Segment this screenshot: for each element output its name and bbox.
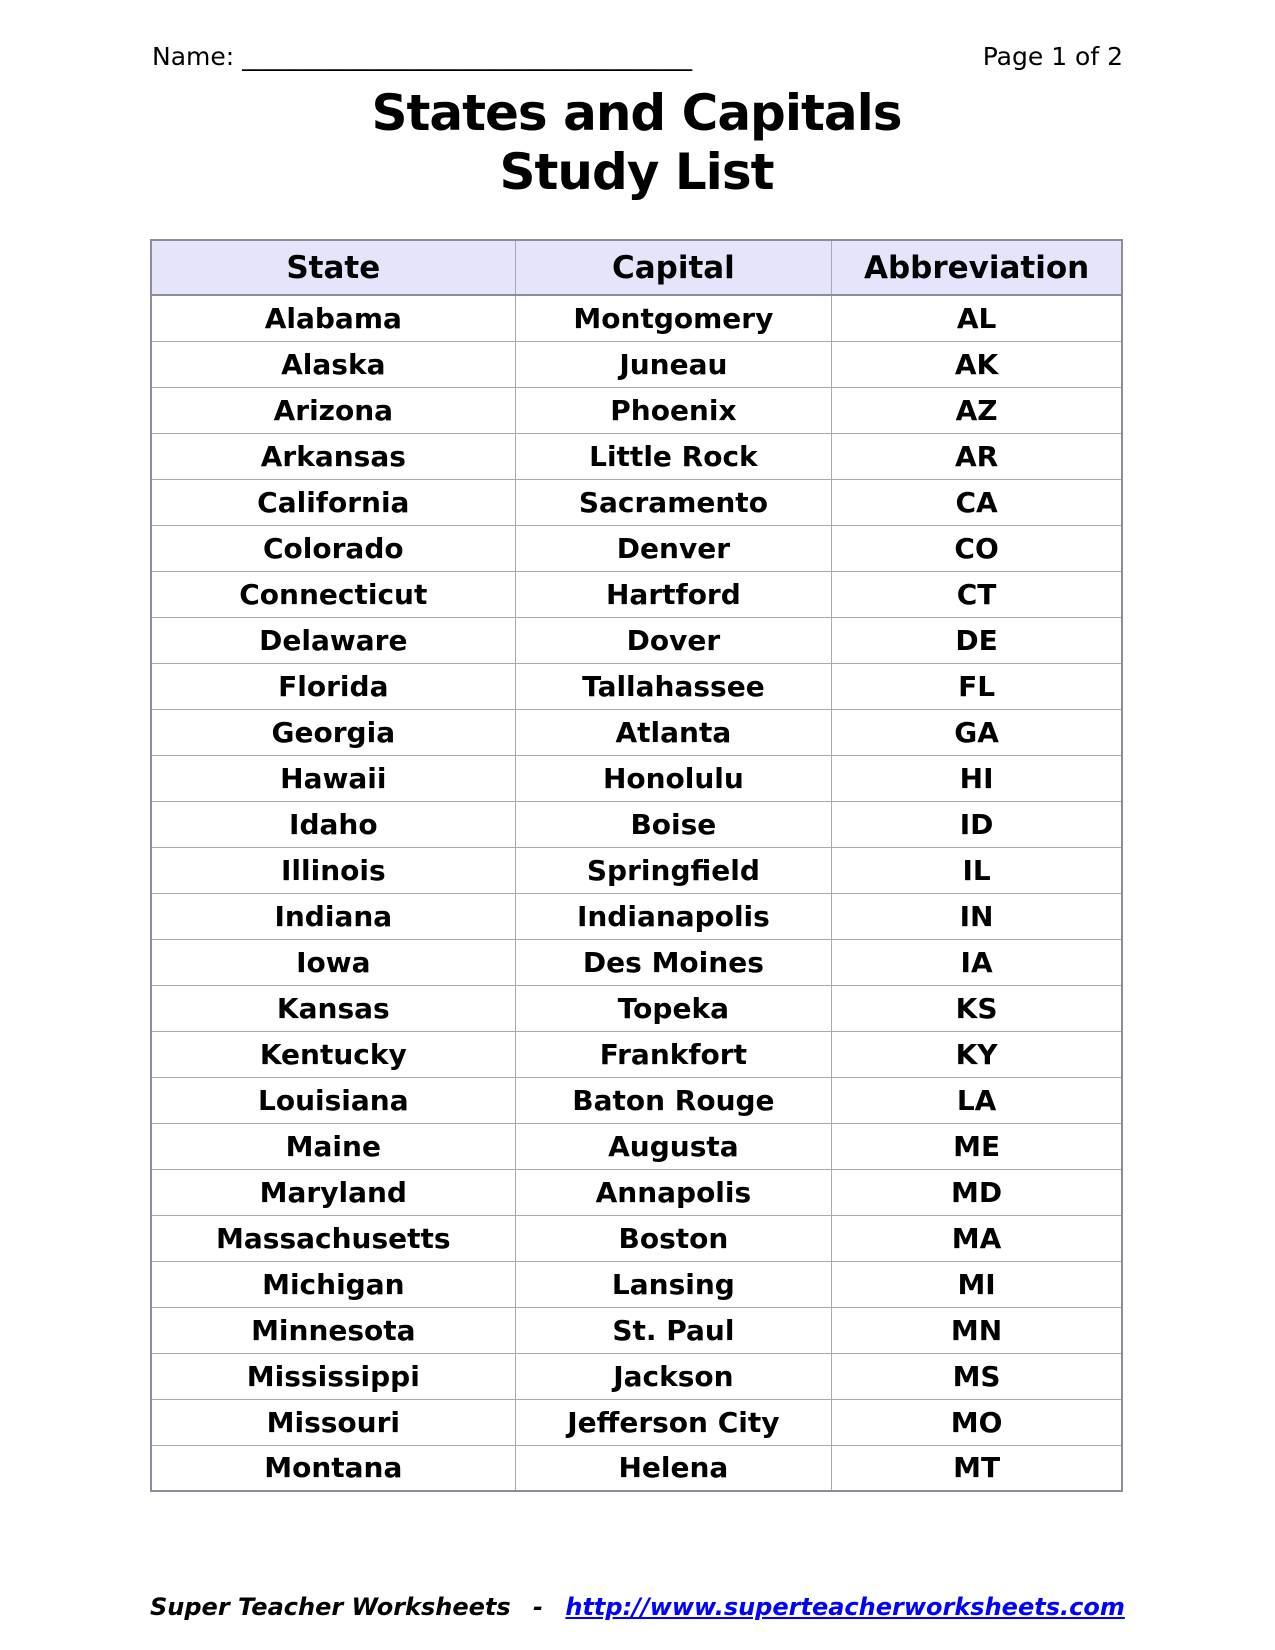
cell-state: Iowa — [151, 939, 515, 985]
cell-capital: Denver — [515, 525, 832, 571]
states-capitals-table — [150, 239, 1123, 1492]
cell-capital: Tallahassee — [515, 663, 832, 709]
cell-abbreviation: CT — [832, 571, 1122, 617]
table-row — [151, 525, 1122, 571]
cell-state: Arizona — [151, 387, 515, 433]
cell-capital: Topeka — [515, 985, 832, 1031]
cell-capital: Phoenix — [515, 387, 832, 433]
cell-state: Hawaii — [151, 755, 515, 801]
page-footer — [150, 1593, 1123, 1621]
cell-abbreviation: ID — [832, 801, 1122, 847]
title-line1: States and Capitals — [371, 84, 902, 142]
table-body — [151, 295, 1122, 1491]
cell-capital: Montgomery — [515, 295, 832, 341]
table-row — [151, 479, 1122, 525]
table-row — [151, 985, 1122, 1031]
table-row — [151, 1307, 1122, 1353]
cell-state: Missouri — [151, 1399, 515, 1445]
table-row — [151, 847, 1122, 893]
cell-capital: Lansing — [515, 1261, 832, 1307]
cell-capital: Jefferson City — [515, 1399, 832, 1445]
table-row — [151, 1215, 1122, 1261]
cell-abbreviation: ME — [832, 1123, 1122, 1169]
cell-state: Idaho — [151, 801, 515, 847]
cell-state: Indiana — [151, 893, 515, 939]
cell-capital: Annapolis — [515, 1169, 832, 1215]
cell-capital: Juneau — [515, 341, 832, 387]
table-row — [151, 1123, 1122, 1169]
column-header-state: State — [151, 240, 515, 295]
cell-capital: Little Rock — [515, 433, 832, 479]
page-header — [152, 42, 1123, 71]
cell-state: Louisiana — [151, 1077, 515, 1123]
cell-capital: Baton Rouge — [515, 1077, 832, 1123]
cell-abbreviation: IL — [832, 847, 1122, 893]
cell-abbreviation: KY — [832, 1031, 1122, 1077]
name-block — [152, 42, 692, 71]
column-header-capital: Capital — [515, 240, 832, 295]
table-row — [151, 1261, 1122, 1307]
cell-abbreviation: GA — [832, 709, 1122, 755]
cell-capital: Jackson — [515, 1353, 832, 1399]
cell-state: Maine — [151, 1123, 515, 1169]
cell-abbreviation: LA — [832, 1077, 1122, 1123]
cell-abbreviation: AR — [832, 433, 1122, 479]
cell-state: Maryland — [151, 1169, 515, 1215]
footer-link[interactable]: http://www.superteacherworksheets.com — [565, 1593, 1125, 1621]
cell-abbreviation: IA — [832, 939, 1122, 985]
cell-capital: Boise — [515, 801, 832, 847]
cell-state: Kansas — [151, 985, 515, 1031]
table-row — [151, 801, 1122, 847]
cell-state: Arkansas — [151, 433, 515, 479]
table-row — [151, 1353, 1122, 1399]
cell-abbreviation: AZ — [832, 387, 1122, 433]
cell-abbreviation: HI — [832, 755, 1122, 801]
cell-abbreviation: MS — [832, 1353, 1122, 1399]
cell-capital: Hartford — [515, 571, 832, 617]
cell-state: Delaware — [151, 617, 515, 663]
column-header-abbreviation: Abbreviation — [832, 240, 1122, 295]
cell-abbreviation: IN — [832, 893, 1122, 939]
page-indicator: Page 1 of 2 — [982, 42, 1123, 71]
cell-abbreviation: FL — [832, 663, 1122, 709]
table-row — [151, 1077, 1122, 1123]
name-blank-line: ____________________________________ — [242, 42, 693, 71]
table-row — [151, 617, 1122, 663]
table-row — [151, 295, 1122, 341]
footer-separator: - — [533, 1593, 544, 1621]
cell-capital: St. Paul — [515, 1307, 832, 1353]
table-row — [151, 893, 1122, 939]
name-label: Name: — [152, 42, 235, 71]
cell-state: Mississippi — [151, 1353, 515, 1399]
cell-abbreviation: CO — [832, 525, 1122, 571]
worksheet-title — [150, 84, 1123, 202]
table-row — [151, 939, 1122, 985]
cell-abbreviation: MN — [832, 1307, 1122, 1353]
cell-capital: Des Moines — [515, 939, 832, 985]
cell-state: Massachusetts — [151, 1215, 515, 1261]
cell-state: Georgia — [151, 709, 515, 755]
cell-abbreviation: CA — [832, 479, 1122, 525]
cell-state: Alabama — [151, 295, 515, 341]
cell-capital: Boston — [515, 1215, 832, 1261]
cell-capital: Dover — [515, 617, 832, 663]
table-row — [151, 709, 1122, 755]
cell-capital: Augusta — [515, 1123, 832, 1169]
cell-abbreviation: MT — [832, 1445, 1122, 1491]
cell-capital: Honolulu — [515, 755, 832, 801]
cell-state: Illinois — [151, 847, 515, 893]
cell-abbreviation: MI — [832, 1261, 1122, 1307]
cell-capital: Springfield — [515, 847, 832, 893]
cell-state: Colorado — [151, 525, 515, 571]
table-row — [151, 1031, 1122, 1077]
table-row — [151, 663, 1122, 709]
cell-state: Alaska — [151, 341, 515, 387]
title-line2: Study List — [499, 143, 774, 201]
table-row — [151, 755, 1122, 801]
table-row — [151, 571, 1122, 617]
cell-state: California — [151, 479, 515, 525]
cell-state: Montana — [151, 1445, 515, 1491]
cell-abbreviation: MA — [832, 1215, 1122, 1261]
cell-abbreviation: AK — [832, 341, 1122, 387]
cell-capital: Atlanta — [515, 709, 832, 755]
cell-state: Florida — [151, 663, 515, 709]
table-row — [151, 1169, 1122, 1215]
cell-abbreviation: AL — [832, 295, 1122, 341]
cell-abbreviation: KS — [832, 985, 1122, 1031]
table-row — [151, 1445, 1122, 1491]
cell-capital: Indianapolis — [515, 893, 832, 939]
cell-abbreviation: DE — [832, 617, 1122, 663]
cell-state: Michigan — [151, 1261, 515, 1307]
cell-abbreviation: MD — [832, 1169, 1122, 1215]
table-header-row — [151, 240, 1122, 295]
cell-state: Connecticut — [151, 571, 515, 617]
table-row — [151, 341, 1122, 387]
cell-state: Minnesota — [151, 1307, 515, 1353]
table-row — [151, 387, 1122, 433]
footer-brand: Super Teacher Worksheets — [150, 1593, 511, 1621]
cell-abbreviation: MO — [832, 1399, 1122, 1445]
cell-state: Kentucky — [151, 1031, 515, 1077]
table-row — [151, 1399, 1122, 1445]
cell-capital: Helena — [515, 1445, 832, 1491]
table-row — [151, 433, 1122, 479]
cell-capital: Sacramento — [515, 479, 832, 525]
cell-capital: Frankfort — [515, 1031, 832, 1077]
